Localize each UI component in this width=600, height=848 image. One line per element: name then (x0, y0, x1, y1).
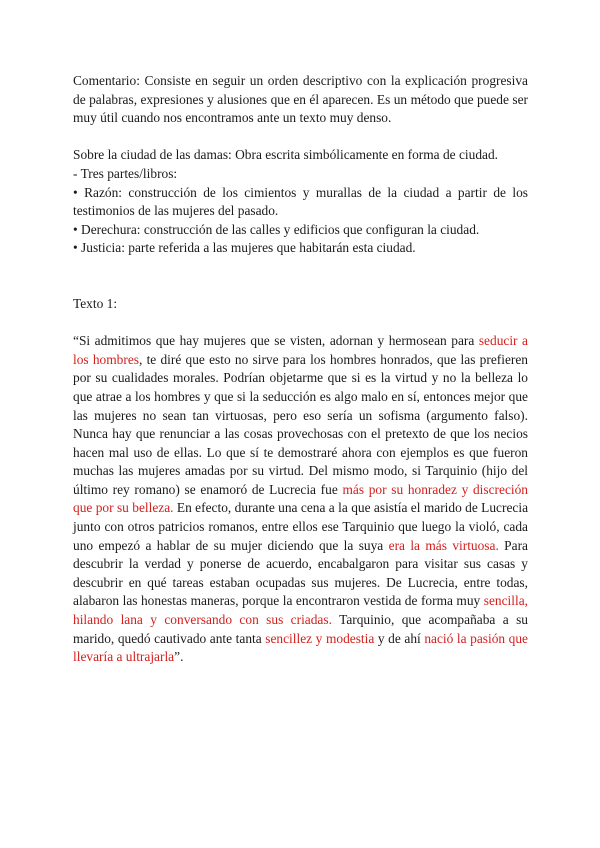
document-page (73, 72, 528, 667)
quote-highlight: sencilla, hilando lana y conversando con sus criadas. (73, 593, 528, 628)
quote-segment: En efecto, durante una cena a la que asistía el marido de Lucrecia junto con otros patricios romanos, entre ellos ese Tarquinio que luego la violó, cada uno empezó a hablar de su mujer diciendo que la suya (73, 500, 529, 553)
quote-segment: y de ahí (374, 630, 425, 646)
quote-segment: ”. (174, 649, 184, 665)
texto1-heading: Texto 1: (73, 295, 118, 311)
quote-segment: Para descubrir la verdad y ponerse de acuerdo, encabalgaron para visitar sus casas y descubrir en qué tareas estaban ocupadas sus mujeres. De Lucrecia, entre todas, alabaron las honestas maneras, porque la encontraron vestida de forma muy (73, 537, 528, 609)
quote-highlight: nació la pasión que llevaría a ultrajarla (73, 630, 528, 665)
obra-partes: - Tres partes/libros: (73, 165, 178, 181)
comentario-paragraph: Comentario: Consiste en seguir un orden descriptivo con la explicación progresiva de palabras, expresiones y alusiones que en él aparecen. Es un método que puede ser muy útil cuando nos encontramos ante un texto muy denso. (73, 73, 528, 126)
spacer (73, 314, 528, 333)
list-item-justicia: • Justicia: parte referida a las mujeres que habitarán esta ciudad. (73, 240, 416, 256)
quote-highlight: sencillez y modestia (265, 630, 375, 646)
quote-highlight: más por su honradez y discreción que por su belleza. (73, 481, 529, 516)
quote-segment: Tarquinio, que acompañaba a su marido, quedó cautivado ante tanta (73, 612, 528, 646)
quote-segment: “Si admitimos que hay mujeres que se visten, adornan y hermosean para (73, 333, 479, 349)
quote-highlight: seducir a los hombres (73, 333, 528, 367)
quote-highlight: era la más virtuosa. (388, 537, 499, 553)
obra-title: Sobre la ciudad de las damas: Obra escrita simbólicamente en forma de ciudad. (73, 147, 498, 163)
quote-segment: , te diré que esto no sirve para los hombres honrados, que las prefieren por su cualidades morales. Podrían objetarme que si es la virtud y no la belleza lo que atrae a los hombres y que si la seducción es algo malo en sí, entonces mejor que las mujeres no sean tan virtuosas, pero eso sería un sofisma (argumento falso). Nunca hay que renunciar a las cosas provechosas con el pretexto de que los necios hacen mal uso de ellas. Lo que sí te demostraré ahora con ejemplos es que fueron muchas las mujeres amadas por su virtud. Del mismo modo, si Tarquinio (hijo del último rey romano) se enamoró de Lucrecia fue (73, 351, 528, 497)
list-item-derechura: • Derechura: construcción de las calles y edificios que configuran la ciudad. (73, 221, 480, 237)
texto1-quote (73, 332, 528, 667)
spacer (73, 128, 528, 147)
list-item-razon: • Razón: construcción de los cimientos y murallas de la ciudad a partir de los testimonios de las mujeres del pasado. (73, 184, 528, 219)
spacer (73, 258, 528, 295)
